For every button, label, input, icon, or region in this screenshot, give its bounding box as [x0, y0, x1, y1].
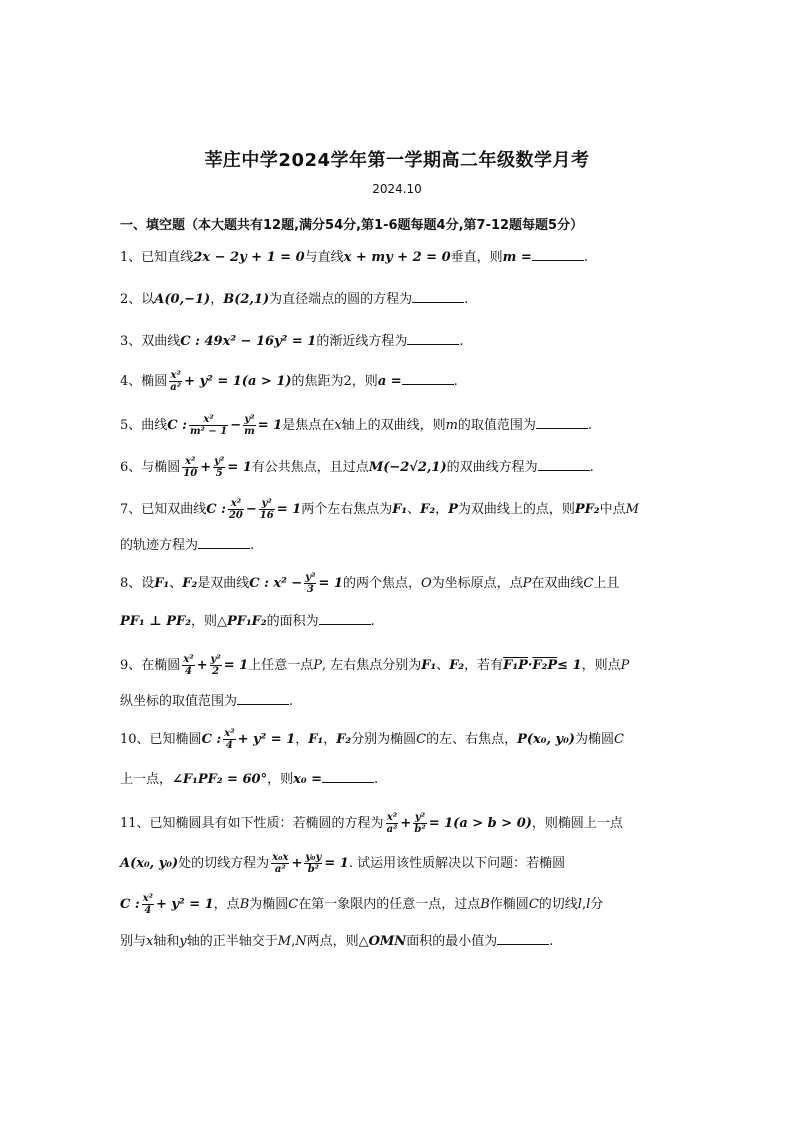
math-expression: m =: [502, 250, 532, 265]
dot-operator: ·: [527, 658, 533, 673]
fraction-denominator: a²: [170, 382, 182, 393]
question-text: 为直径端点的圆的方程为: [269, 292, 413, 307]
question-text: 在双曲线: [531, 576, 584, 591]
question-11-line-2: [120, 852, 565, 875]
question-text: 纵坐标的取值范围为: [120, 694, 238, 709]
question-text: 以: [141, 292, 155, 307]
math-variable: P: [313, 658, 322, 673]
math-expression: PF₁ ⊥ PF₂: [120, 614, 191, 629]
question-9: [120, 654, 629, 677]
fraction-denominator: 10: [183, 468, 198, 479]
section-heading: 一、填空题（本大题共有12题,满分54分,第1-6题每题4分,第7-12题每题5分）: [120, 218, 584, 233]
math-variable: P: [522, 576, 532, 591]
question-text: 处的切线方程为: [178, 856, 270, 871]
question-text: ，: [435, 502, 449, 517]
question-end: .: [583, 250, 588, 265]
math-expression: = 1(a > b > 0): [428, 816, 532, 831]
math-expression: C : 49x² − 16y² = 1: [180, 334, 317, 349]
question-text: 为坐标原点，点: [431, 576, 523, 591]
fraction: [189, 414, 228, 437]
question-text: 与椭圆: [141, 460, 181, 475]
math-expression: = 1: [257, 418, 283, 433]
question-text: ，点: [213, 897, 240, 912]
question-7-line-2: [120, 536, 254, 555]
question-text: 已知双曲线: [141, 502, 207, 517]
fraction: [271, 852, 289, 875]
math-expression: x₀ =: [293, 772, 322, 787]
question-text: 作椭圆: [489, 897, 529, 912]
answer-blank: [237, 692, 289, 705]
question-end: .: [373, 772, 379, 787]
question-text: 轴和: [153, 934, 180, 949]
question-5: [120, 414, 592, 437]
math-variable: PF₂: [574, 502, 600, 517]
math-variable: F₁: [392, 502, 408, 517]
math-expression: + y² = 1(a > 1): [184, 374, 292, 389]
fraction-denominator: 4: [225, 740, 233, 751]
plus-sign: +: [400, 816, 412, 831]
question-text: 为双曲线上的点，则: [457, 502, 575, 517]
fraction: [243, 414, 256, 437]
fraction-numerator: x²: [142, 893, 154, 904]
math-variable: M: [277, 934, 292, 949]
math-variable: P: [620, 658, 630, 673]
question-end: .: [589, 460, 594, 475]
question-text: ，: [323, 732, 337, 747]
separator: 、: [169, 576, 183, 591]
fraction-numerator: y²: [214, 456, 225, 467]
fraction: [182, 654, 194, 677]
fraction-denominator: a²: [274, 864, 286, 875]
question-text: 的切线: [538, 897, 578, 912]
question-end: .: [587, 418, 593, 433]
question-text: 别与: [120, 934, 147, 949]
math-expression: C :: [120, 897, 140, 912]
question-text: 轴的正半轴交于: [186, 934, 278, 949]
plus-sign: +: [291, 856, 303, 871]
math-variable: C: [613, 732, 624, 747]
math-expression: x + my + 2 = 0: [343, 250, 451, 265]
vector: F₂P: [532, 658, 558, 673]
fraction-denominator: 5: [215, 468, 223, 479]
separator: 、: [407, 502, 421, 517]
math-expression: + y² = 1: [156, 897, 214, 912]
question-text: ，则椭圆上一点: [531, 816, 623, 831]
fraction: [259, 498, 275, 521]
answer-blank: [532, 248, 584, 261]
fraction: [142, 893, 154, 916]
math-expression: C :: [167, 418, 187, 433]
fraction-numerator: x²: [228, 498, 244, 510]
question-number: 1、: [120, 250, 142, 265]
math-expression: A(x₀, y₀): [120, 856, 179, 871]
answer-blank: [322, 770, 374, 783]
math-variable: x: [334, 418, 342, 433]
math-expression: ≤ 1: [557, 658, 582, 673]
fraction: [386, 812, 399, 835]
question-text: 在椭圆: [141, 658, 181, 673]
math-expression: = 1: [223, 658, 249, 673]
math-expression: C :: [206, 502, 226, 517]
math-variable: M: [625, 502, 639, 517]
question-text: 两个左右焦点为: [301, 502, 393, 517]
math-expression: P(x₀, y₀): [517, 732, 575, 747]
fraction: [169, 370, 182, 393]
question-text: 设: [141, 576, 155, 591]
question-3: [120, 332, 463, 351]
math-variable: C: [583, 576, 594, 591]
question-text: 是双曲线: [197, 576, 250, 591]
question-text: 两点，则: [306, 934, 359, 949]
answer-blank: [402, 372, 454, 385]
math-expression: = 1: [227, 460, 252, 475]
math-variable: F₁: [421, 658, 437, 673]
question-text: 中点: [599, 502, 626, 517]
question-10: [120, 728, 624, 751]
fraction-denominator: 2: [212, 666, 220, 677]
question-1: [120, 248, 588, 267]
math-expression: = 1: [324, 856, 349, 871]
question-text: ，若有: [464, 658, 504, 673]
question-number: 9、: [120, 658, 142, 673]
question-text: 的渐近线方程为: [316, 334, 408, 349]
math-variable: l: [586, 897, 591, 912]
answer-blank: [412, 290, 464, 303]
exam-date: 2024.10: [372, 182, 422, 196]
question-text: 的取值范围为: [457, 418, 536, 433]
fraction: [213, 456, 225, 479]
question-text: 分: [590, 897, 604, 912]
question-7: [120, 498, 639, 521]
math-variable: N: [295, 934, 307, 949]
fraction-denominator: b²: [307, 864, 320, 875]
question-text: 与直线: [304, 250, 344, 265]
question-text: ，则: [267, 772, 294, 787]
minus-sign: −: [230, 418, 242, 433]
question-text: 的两个焦点，: [342, 576, 421, 591]
question-text: 垂直，则: [450, 250, 503, 265]
math-variable: F₂: [449, 658, 465, 673]
math-expression: ∠F₁PF₂ = 60°: [172, 772, 268, 787]
fraction-numerator: x²: [386, 812, 398, 823]
fraction-numerator: y²: [305, 572, 316, 583]
question-8: [120, 572, 619, 595]
question-text: 是焦点在: [282, 418, 335, 433]
fraction-numerator: y₀y: [305, 852, 322, 863]
answer-blank: [198, 536, 250, 549]
question-number: 3、: [120, 334, 142, 349]
fraction: [413, 812, 426, 835]
question-text: 的轨迹方程为: [120, 538, 199, 553]
fraction-denominator: 3: [306, 584, 314, 595]
math-variable: l: [577, 897, 582, 912]
question-9-line-2: [120, 692, 293, 711]
math-variable: x: [146, 934, 154, 949]
question-text: 在第一象限内的任意一点，过点: [298, 897, 481, 912]
question-text: 有公共焦点，且过点: [251, 460, 369, 475]
question-11: [120, 812, 623, 835]
question-end: .: [370, 614, 375, 629]
answer-blank: [407, 332, 459, 345]
fraction-numerator: x²: [224, 728, 235, 739]
question-text: 的左、右焦点，: [426, 732, 518, 747]
question-text: 分别为椭圆: [351, 732, 417, 747]
question-text: 椭圆: [141, 374, 168, 389]
fraction-denominator: 4: [184, 666, 192, 677]
fraction-numerator: y²: [244, 414, 255, 425]
plus-sign: +: [196, 658, 208, 673]
question-8-line-2: [120, 612, 375, 631]
question-end: .: [250, 538, 255, 553]
fraction-denominator: m² − 1: [189, 426, 228, 437]
math-expression: 2x − 2y + 1 = 0: [193, 250, 305, 265]
math-expression: C : x² −: [249, 576, 303, 591]
vector: F₁P: [503, 658, 528, 673]
question-number: 11、: [120, 816, 150, 831]
fraction-numerator: y²: [210, 654, 221, 665]
question-number: 4、: [120, 374, 142, 389]
question-text: 的面积为: [266, 614, 319, 629]
math-variable: B: [239, 897, 250, 912]
plus-sign: +: [200, 460, 212, 475]
fraction: [304, 852, 322, 875]
question-text: 已知椭圆: [149, 732, 202, 747]
math-expression: a =: [377, 374, 402, 389]
math-variable: B: [480, 897, 490, 912]
question-number: 8、: [120, 576, 142, 591]
page-title: 莘庄中学2024学年第一学期高二年级数学月考: [204, 150, 590, 171]
question-10-line-2: [120, 770, 378, 789]
minus-sign: −: [245, 502, 257, 517]
question-text: 为椭圆: [249, 897, 289, 912]
math-expression: A(0,−1): [154, 292, 211, 307]
math-variable: C: [288, 897, 299, 912]
question-text: ，: [295, 732, 309, 747]
fraction-numerator: y²: [259, 498, 275, 510]
math-expression: △OMN: [358, 934, 407, 949]
fraction-denominator: 16: [259, 510, 274, 521]
math-variable: F₂: [182, 576, 198, 591]
answer-blank: [319, 612, 371, 625]
question-text: . 试运用该性质解决以下问题：若椭圆: [348, 856, 566, 871]
fraction-numerator: x²: [183, 654, 194, 665]
math-variable: F₂: [336, 732, 352, 747]
question-11-line-4: [120, 932, 553, 951]
answer-blank: [536, 416, 588, 429]
fraction: [223, 728, 235, 751]
question-end: .: [549, 934, 554, 949]
math-variable: C: [416, 732, 427, 747]
question-text: 的双曲线方程为: [446, 460, 538, 475]
question-number: 6、: [120, 460, 142, 475]
question-text: 已知椭圆具有如下性质：若椭圆的方程为: [149, 816, 384, 831]
answer-blank: [497, 932, 549, 945]
question-end: .: [464, 292, 469, 307]
question-11-line-3: [120, 893, 603, 916]
math-expression: B(2,1): [223, 292, 270, 307]
question-text: 双曲线: [141, 334, 181, 349]
question-text: 上任意一点: [248, 658, 314, 673]
fraction: [182, 456, 198, 479]
fraction-numerator: x²: [182, 456, 198, 468]
fraction-numerator: x₀x: [272, 852, 289, 863]
math-expression: △PF₁F₂: [216, 614, 267, 629]
question-2: [120, 290, 468, 309]
question-text: 轴上的双曲线，则: [341, 418, 446, 433]
math-expression: + y² = 1: [237, 732, 296, 747]
question-number: 2、: [120, 292, 142, 307]
math-variable: C: [528, 897, 539, 912]
question-end: .: [453, 374, 458, 389]
question-end: .: [459, 334, 464, 349]
fraction-denominator: b²: [414, 824, 426, 835]
question-text: 曲线: [141, 418, 168, 433]
separator: 、: [436, 658, 450, 673]
question-text: 上且: [593, 576, 620, 591]
question-end: .: [289, 694, 294, 709]
question-text: 已知直线: [141, 250, 194, 265]
math-expression: C :: [201, 732, 222, 747]
fraction: [210, 654, 222, 677]
question-text: ，则: [190, 614, 217, 629]
math-variable: F₁: [154, 576, 170, 591]
math-variable: m: [445, 418, 458, 433]
separator: ,: [581, 897, 587, 912]
question-number: 5、: [120, 418, 142, 433]
question-text: 为椭圆: [574, 732, 614, 747]
fraction-numerator: x²: [189, 414, 228, 426]
question-text: ，: [210, 292, 224, 307]
question-number: 10、: [120, 732, 150, 747]
question-text: 上一点，: [120, 772, 173, 787]
answer-blank: [538, 458, 590, 471]
math-variable: P: [448, 502, 458, 517]
fraction-denominator: 4: [144, 905, 152, 916]
question-text: ，则点: [581, 658, 621, 673]
math-variable: F₁: [308, 732, 324, 747]
math-variable: y: [179, 934, 187, 949]
fraction-numerator: x²: [170, 370, 181, 381]
separator: ,: [291, 934, 296, 949]
question-4: [120, 370, 458, 393]
fraction: [228, 498, 244, 521]
math-expression: M(−2√2,1): [368, 460, 447, 475]
question-number: 7、: [120, 502, 142, 517]
fraction: [304, 572, 316, 595]
question-text: , 左右焦点分别为: [321, 658, 422, 673]
math-variable: O: [420, 576, 432, 591]
fraction-denominator: m: [244, 426, 255, 437]
fraction-denominator: 20: [228, 510, 243, 521]
question-6: [120, 456, 594, 479]
fraction-denominator: a²: [386, 824, 398, 835]
math-expression: = 1: [276, 502, 302, 517]
fraction-numerator: y²: [414, 812, 426, 823]
math-variable: F₂: [420, 502, 436, 517]
question-text: 面积的最小值为: [406, 934, 498, 949]
math-expression: = 1: [318, 576, 343, 591]
question-text: 的焦距为2，则: [291, 374, 378, 389]
